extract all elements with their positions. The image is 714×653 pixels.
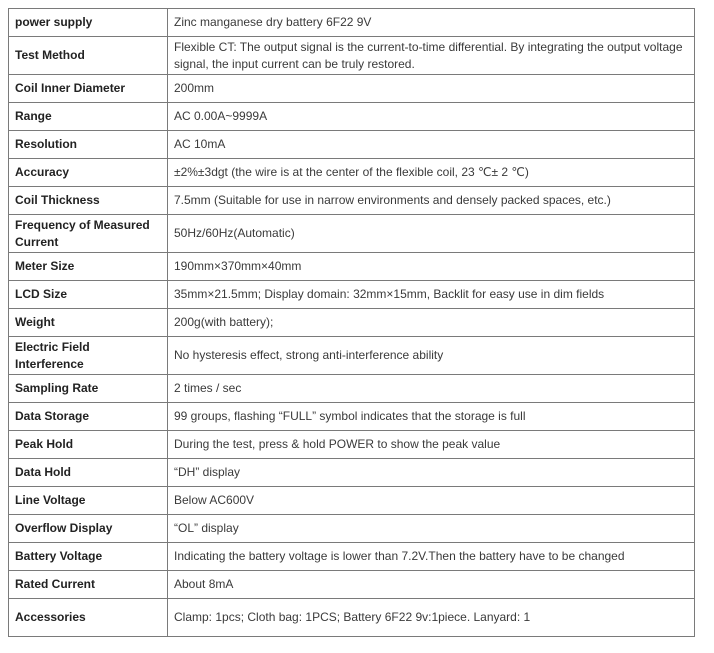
spec-label: Data Hold [9,459,168,487]
spec-value: 2 times / sec [168,375,695,403]
spec-label: Peak Hold [9,431,168,459]
spec-label: Test Method [9,37,168,75]
spec-value: During the test, press & hold POWER to show the peak value [168,431,695,459]
spec-label: Accuracy [9,159,168,187]
spec-value: 190mm×370mm×40mm [168,253,695,281]
table-row [9,337,695,375]
spec-value: 35mm×21.5mm; Display domain: 32mm×15mm, Backlit for easy use in dim fields [168,281,695,309]
spec-label: Resolution [9,131,168,159]
spec-value: “DH” display [168,459,695,487]
spec-label: power supply [9,9,168,37]
spec-label: Sampling Rate [9,375,168,403]
spec-value: 99 groups, flashing “FULL” symbol indicates that the storage is full [168,403,695,431]
table-row [9,281,695,309]
spec-value: “OL” display [168,515,695,543]
table-row [9,459,695,487]
spec-label: Meter Size [9,253,168,281]
table-row [9,515,695,543]
table-row [9,159,695,187]
table-row [9,487,695,515]
spec-label: Battery Voltage [9,543,168,571]
spec-label: Line Voltage [9,487,168,515]
spec-value: 7.5mm (Suitable for use in narrow environments and densely packed spaces, etc.) [168,187,695,215]
table-row [9,599,695,637]
spec-value: Below AC600V [168,487,695,515]
spec-label: Coil Thickness [9,187,168,215]
spec-value: About 8mA [168,571,695,599]
table-row [9,571,695,599]
spec-label: Rated Current [9,571,168,599]
spec-table [8,8,695,637]
table-row [9,403,695,431]
spec-value: 200mm [168,75,695,103]
spec-label: Coil Inner Diameter [9,75,168,103]
spec-label: Range [9,103,168,131]
table-row [9,543,695,571]
table-row [9,103,695,131]
spec-value: Zinc manganese dry battery 6F22 9V [168,9,695,37]
table-row [9,375,695,403]
table-row [9,75,695,103]
spec-value: Flexible CT: The output signal is the current-to-time differential. By integrating the output voltage signal, the input current can be truly restored. [168,37,695,75]
table-row [9,431,695,459]
table-row [9,187,695,215]
spec-value: Indicating the battery voltage is lower than 7.2V.Then the battery have to be changed [168,543,695,571]
spec-value: ±2%±3dgt (the wire is at the center of the flexible coil, 23 ℃± 2 ℃) [168,159,695,187]
table-row [9,37,695,75]
table-row [9,253,695,281]
spec-value: 50Hz/60Hz(Automatic) [168,215,695,253]
spec-label: LCD Size [9,281,168,309]
spec-value: Clamp: 1pcs; Cloth bag: 1PCS; Battery 6F22 9v:1piece. Lanyard: 1 [168,599,695,637]
spec-label: Data Storage [9,403,168,431]
table-row [9,309,695,337]
table-row [9,215,695,253]
spec-value: 200g(with battery); [168,309,695,337]
spec-label: Accessories [9,599,168,637]
spec-value: No hysteresis effect, strong anti-interference ability [168,337,695,375]
spec-label: Weight [9,309,168,337]
table-row [9,131,695,159]
table-row [9,9,695,37]
spec-value: AC 0.00A~9999A [168,103,695,131]
spec-value: AC 10mA [168,131,695,159]
spec-label: Frequency of Measured Current [9,215,168,253]
spec-label: Overflow Display [9,515,168,543]
spec-label: Electric Field Interference [9,337,168,375]
